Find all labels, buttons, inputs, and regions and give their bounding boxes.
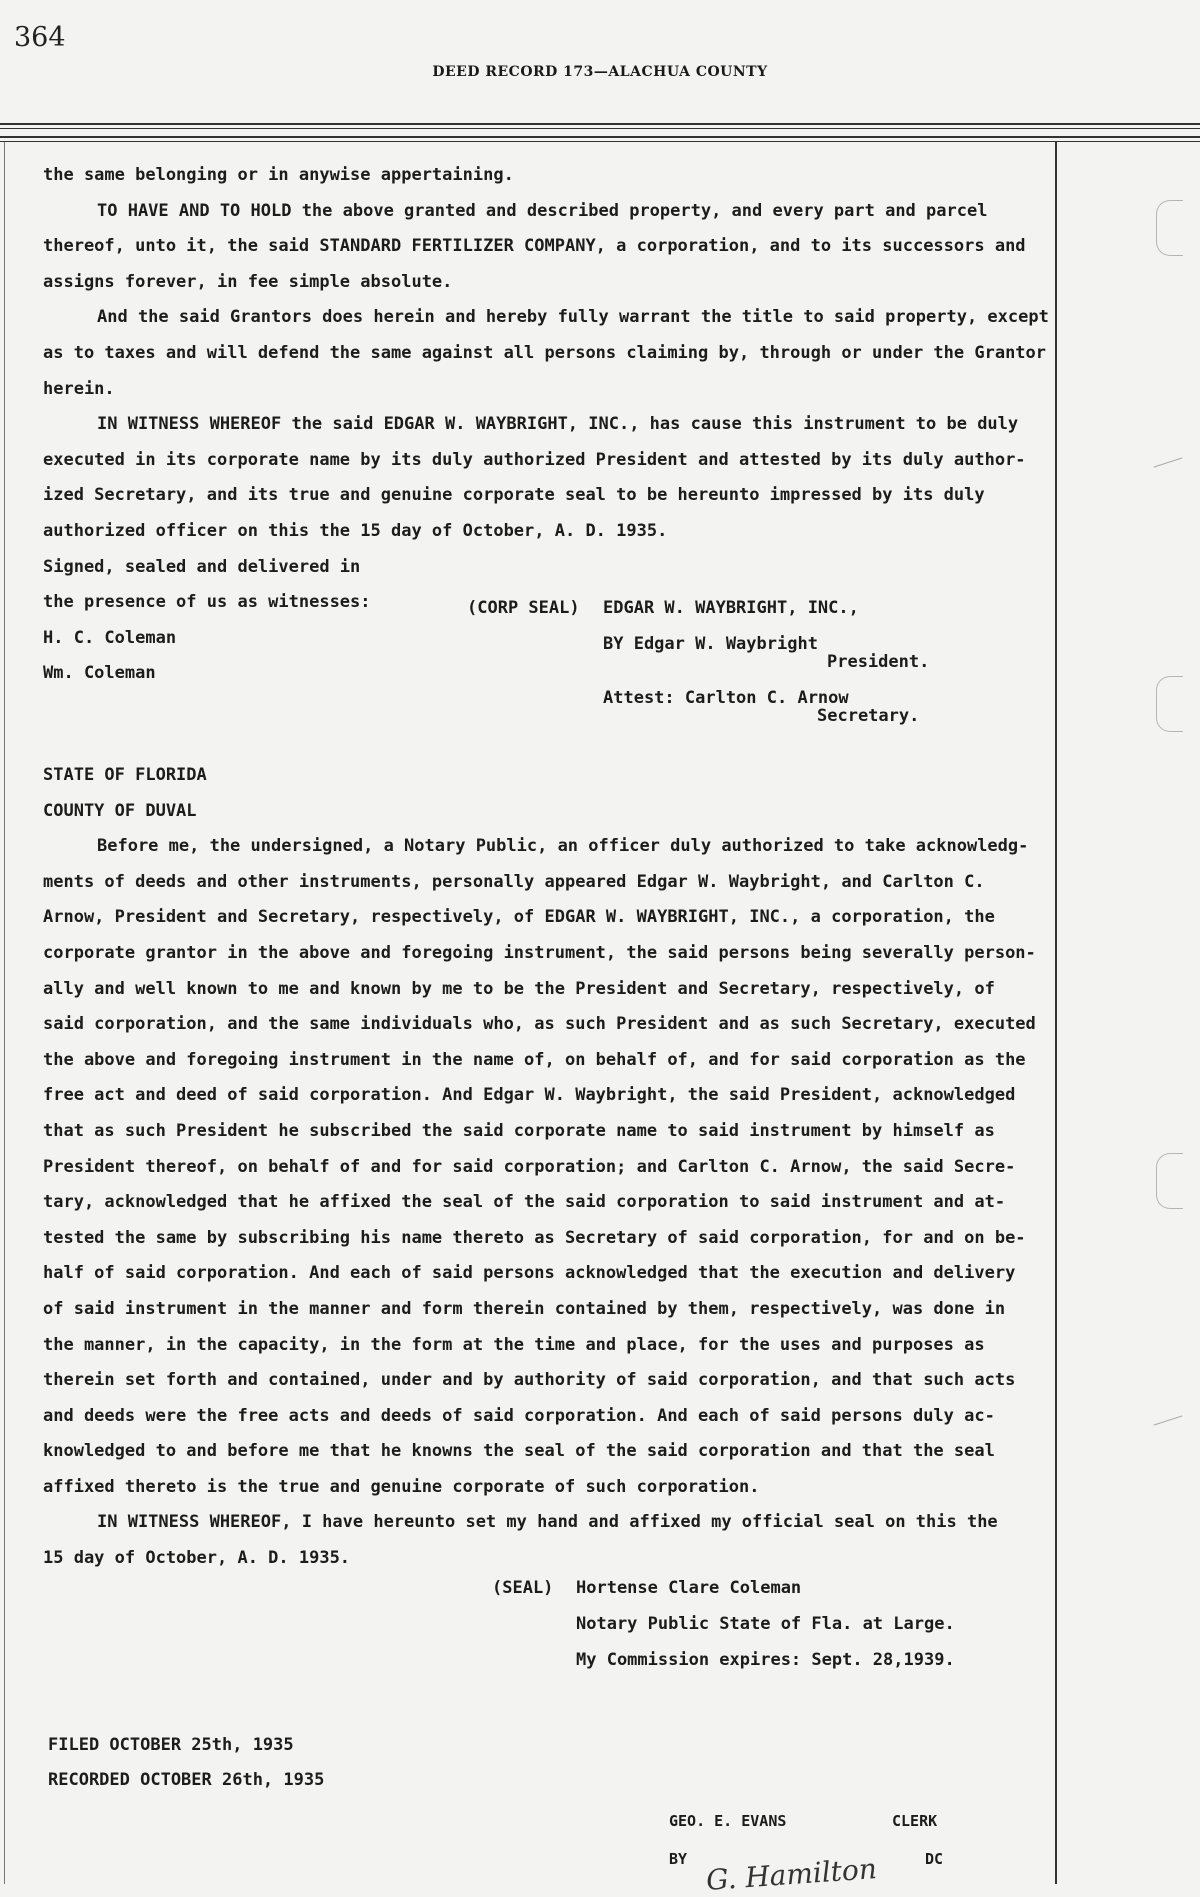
notary-seal-label: (SEAL) xyxy=(492,1578,554,1598)
binder-hole xyxy=(1156,1153,1183,1209)
text-line: executed in its corporate name by its duly authorized President and attested by its duly author- xyxy=(43,449,1026,470)
attest-signature: Attest: Carlton C. Arnow xyxy=(603,688,849,708)
text-line: IN WITNESS WHEREOF the said EDGAR W. WAYBRIGHT, INC., has cause this instrument to be duly xyxy=(97,414,1019,435)
acknowledgment-text xyxy=(43,758,1055,1577)
header-rule xyxy=(0,128,1200,129)
header-rule xyxy=(0,141,1200,142)
president-signature: BY Edgar W. Waybright xyxy=(603,634,818,654)
text-line: Arnow, President and Secretary, respectively, of EDGAR W. WAYBRIGHT, INC., a corporation, the xyxy=(43,907,995,928)
text-line: half of said corporation. And each of said persons acknowledged that the execution and delivery xyxy=(43,1263,1016,1284)
deputy-signature: G. Hamilton xyxy=(705,1852,878,1897)
witness-name: H. C. Coleman xyxy=(43,627,177,648)
dc-label: DC xyxy=(925,1850,944,1868)
text-line: knowledged to and before me that he knowns the seal of the said corporation and that the seal xyxy=(43,1441,995,1462)
text-line: herein. xyxy=(43,378,115,399)
text-line: said corporation, and the same individuals who, as such President and as such Secretary, executed xyxy=(43,1014,1036,1035)
text-line: the manner, in the capacity, in the form at the time and place, for the uses and purposes as xyxy=(43,1334,985,1355)
text-line: thereof, unto it, the said STANDARD FERTILIZER COMPANY, a corporation, and to its successors and xyxy=(43,236,1026,257)
secretary-title: Secretary. xyxy=(817,706,920,726)
clerk-title: CLERK xyxy=(892,1812,938,1830)
binder-tick xyxy=(1154,1415,1183,1425)
president-title: President. xyxy=(827,652,930,672)
text-line: as to taxes and will defend the same against all persons claiming by, through or under the Grantor xyxy=(43,342,1047,363)
witness-name: Wm. Coleman xyxy=(43,663,156,684)
text-line: tested the same by subscribing his name thereto as Secretary of said corporation, for and on be- xyxy=(43,1227,1026,1248)
text-line: Signed, sealed and delivered in xyxy=(43,556,361,577)
text-line: 15 day of October, A. D. 1935. xyxy=(43,1548,351,1569)
text-line: and deeds were the free acts and deeds of said corporation. And each of said persons duly ac- xyxy=(43,1405,995,1426)
text-line: ally and well known to me and known by me to be the President and Secretary, respectively, of xyxy=(43,978,995,999)
text-line: the same belonging or in anywise appertaining. xyxy=(43,165,514,185)
text-line: assigns forever, in fee simple absolute. xyxy=(43,271,453,292)
clerk-name: GEO. E. EVANS xyxy=(669,1812,787,1830)
notary-title: Notary Public State of Fla. at Large. xyxy=(576,1614,955,1634)
text-line: And the said Grantors does herein and hereby fully warrant the title to said property, except xyxy=(97,307,1049,328)
text-line: the presence of us as witnesses: xyxy=(43,592,371,613)
binder-hole xyxy=(1156,676,1183,732)
recorded-date: RECORDED OCTOBER 26th, 1935 xyxy=(48,1770,325,1790)
header-rule xyxy=(0,136,1200,138)
left-border-line xyxy=(4,142,5,1884)
text-line: authorized officer on this the 15 day of October, A. D. 1935. xyxy=(43,520,668,541)
text-line: affixed thereto is the true and genuine corporate of such corporation. xyxy=(43,1476,760,1497)
text-line: President thereof, on behalf of and for said corporation; and Carlton C. Arnow, the said Secre- xyxy=(43,1156,1016,1177)
county-heading: COUNTY OF DUVAL xyxy=(43,800,197,821)
text-line: free act and deed of said corporation. And Edgar W. Waybright, the said President, acknowledged xyxy=(43,1085,1016,1106)
text-line: tary, acknowledged that he affixed the seal of the said corporation to said instrument and at- xyxy=(43,1192,1006,1213)
notary-commission: My Commission expires: Sept. 28,1939. xyxy=(576,1650,955,1670)
text-line: ized Secretary, and its true and genuine corporate seal to be hereunto impressed by its duly xyxy=(43,485,985,506)
state-heading: STATE OF FLORIDA xyxy=(43,765,207,785)
binder-hole xyxy=(1156,200,1183,256)
company-name: EDGAR W. WAYBRIGHT, INC., xyxy=(603,598,859,618)
text-line: of said instrument in the manner and form therein contained by them, respectively, was done in xyxy=(43,1298,1006,1319)
text-line: TO HAVE AND TO HOLD the above granted and described property, and every part and parcel xyxy=(97,200,988,221)
header-rule xyxy=(0,123,1200,125)
binder-tick xyxy=(1154,457,1183,467)
corp-seal-label: (CORP SEAL) xyxy=(467,598,580,618)
right-margin-line xyxy=(1055,142,1057,1884)
running-head: DEED RECORD 173—ALACHUA COUNTY xyxy=(432,64,768,80)
text-line: that as such President he subscribed the said corporate name to said instrument by himself as xyxy=(43,1120,995,1141)
text-line: ments of deeds and other instruments, personally appeared Edgar W. Waybright, and Carlton C. xyxy=(43,871,985,892)
text-line: IN WITNESS WHEREOF, I have hereunto set my hand and affixed my official seal on this the xyxy=(97,1512,998,1533)
text-line: corporate grantor in the above and foregoing instrument, the said persons being severally person- xyxy=(43,942,1036,963)
filed-date: FILED OCTOBER 25th, 1935 xyxy=(48,1735,294,1755)
page-number: 364 xyxy=(14,22,66,53)
text-line: therein set forth and contained, under and by authority of said corporation, and that such acts xyxy=(43,1370,1016,1391)
by-label: BY xyxy=(669,1850,688,1868)
text-line: the above and foregoing instrument in the name of, on behalf of, and for said corporation as the xyxy=(43,1049,1026,1070)
notary-name: Hortense Clare Coleman xyxy=(576,1578,802,1598)
text-line: Before me, the undersigned, a Notary Public, an officer duly authorized to take acknowledg- xyxy=(97,836,1029,857)
